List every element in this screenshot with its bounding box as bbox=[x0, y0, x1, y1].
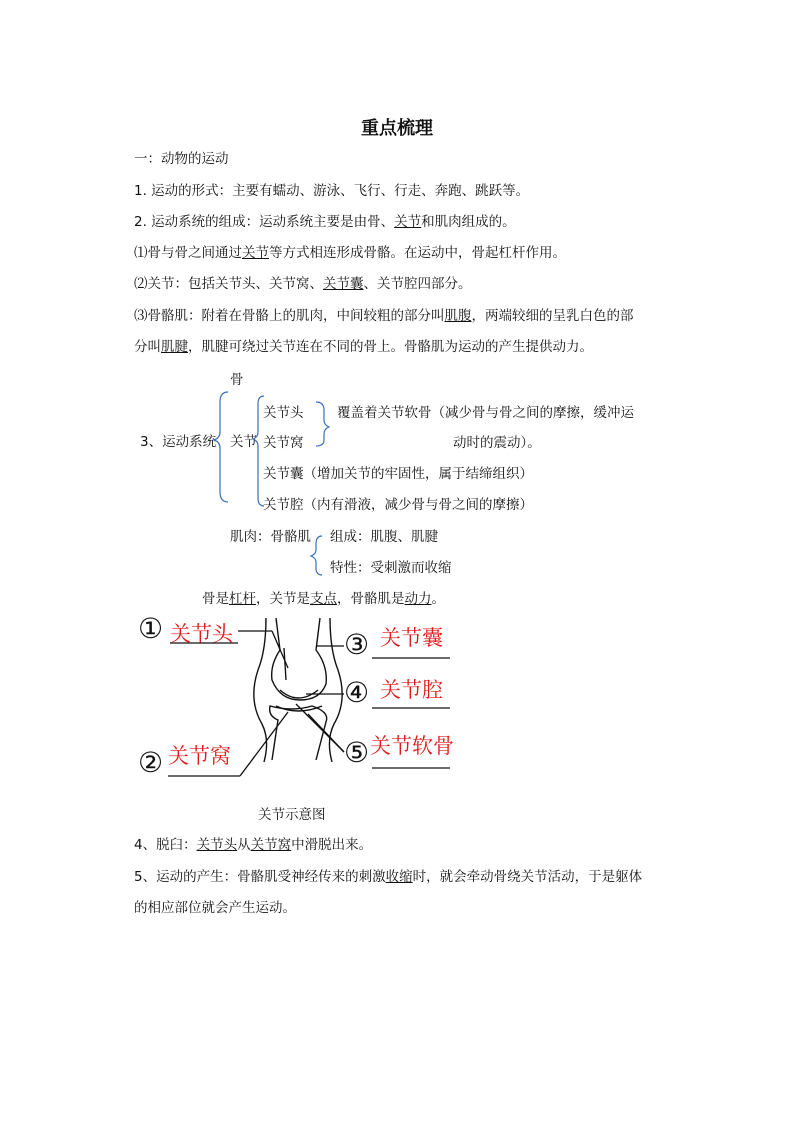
paragraph-dislocation: 4、脱臼：关节头从关节窝中滑脱出来。 bbox=[134, 837, 373, 853]
upper-bone bbox=[272, 618, 327, 700]
tree-bone: 骨 bbox=[230, 372, 244, 388]
marker-4: ④ bbox=[344, 676, 370, 709]
tree-joint-capsule: 关节囊（增加关节的牢固性，属于结缔组织） bbox=[263, 466, 533, 482]
brace-system bbox=[214, 392, 228, 502]
tree-cartilage-line2: 动时的震动）。 bbox=[453, 435, 541, 451]
brace-joint bbox=[253, 396, 264, 506]
marker-2: ② bbox=[138, 746, 164, 779]
paragraph-tendon: 分叫肌腱，肌腱可绕过关节连在不同的骨上。骨骼肌为运动的产生提供动力。 bbox=[134, 339, 593, 355]
label-joint-socket: 关节窝 bbox=[168, 744, 231, 768]
tree-joint-head: 关节头 bbox=[263, 405, 304, 421]
tree-muscle: 肌肉：骨骼肌 bbox=[230, 529, 311, 545]
label-joint-cavity: 关节腔 bbox=[380, 678, 443, 702]
paragraph-joint-parts: ⑵关节：包括关节头、关节窝、关节囊、关节腔四部分。 bbox=[134, 276, 472, 292]
label-joint-head: 关节头 bbox=[170, 622, 233, 646]
lever-sentence: 骨是杠杆，关节是支点，骨骼肌是动力。 bbox=[202, 591, 445, 607]
label-joint-capsule: 关节囊 bbox=[380, 626, 443, 650]
tree-braces bbox=[214, 392, 329, 575]
section-heading: 一：动物的运动 bbox=[134, 151, 229, 167]
tree-muscle-property: 特性：受刺激而收缩 bbox=[330, 560, 452, 576]
tree-cartilage-line1: 覆盖着关节软骨（减少骨与骨之间的摩擦，缓冲运 bbox=[337, 405, 634, 421]
diagram-caption: 关节示意图 bbox=[258, 807, 326, 823]
capsule-right bbox=[329, 618, 342, 762]
tree-joint: 关节 bbox=[230, 434, 257, 450]
brace-muscle bbox=[311, 536, 322, 575]
brace-head-socket bbox=[316, 402, 329, 446]
tree-muscle-composition: 组成：肌腹、肌腱 bbox=[330, 529, 438, 545]
page-title: 重点梳理 bbox=[361, 118, 433, 139]
tree-joint-cavity: 关节腔（内有滑液，减少骨与骨之间的摩擦） bbox=[263, 497, 533, 513]
paragraph-system-composition: 2. 运动系统的组成：运动系统主要是由骨、关节和肌肉组成的。 bbox=[134, 214, 516, 230]
paragraph-movement-generation-cont: 的相应部位就会产生运动。 bbox=[134, 900, 296, 916]
marker-1: ① bbox=[138, 612, 164, 645]
capsule-left bbox=[254, 618, 267, 762]
paragraph-movement-generation: 5、运动的产生：骨骼肌受神经传来的刺激收缩时，就会牵动骨绕关节活动，于是躯体 bbox=[134, 869, 643, 885]
label-joint-cartilage: 关节软骨 bbox=[370, 734, 454, 758]
paragraph-movement-forms: 1. 运动的形式：主要有蠕动、游泳、飞行、行走、奔跑、跳跃等。 bbox=[134, 183, 530, 199]
marker-5: ⑤ bbox=[344, 736, 370, 769]
leader-2 bbox=[240, 712, 288, 776]
paragraph-bone-joint: ⑴骨与骨之间通过关节等方式相连形成骨骼。在运动中，骨起杠杆作用。 bbox=[134, 245, 566, 261]
marker-3: ③ bbox=[344, 628, 370, 661]
tree-root: 3、运动系统 bbox=[140, 434, 217, 450]
paragraph-skeletal-muscle: ⑶骨骼肌：附着在骨骼上的肌肉，中间较粗的部分叫肌腹，两端较细的呈乳白色的部 bbox=[134, 308, 634, 324]
lower-bone bbox=[270, 706, 327, 760]
tree-joint-socket: 关节窝 bbox=[263, 435, 304, 451]
